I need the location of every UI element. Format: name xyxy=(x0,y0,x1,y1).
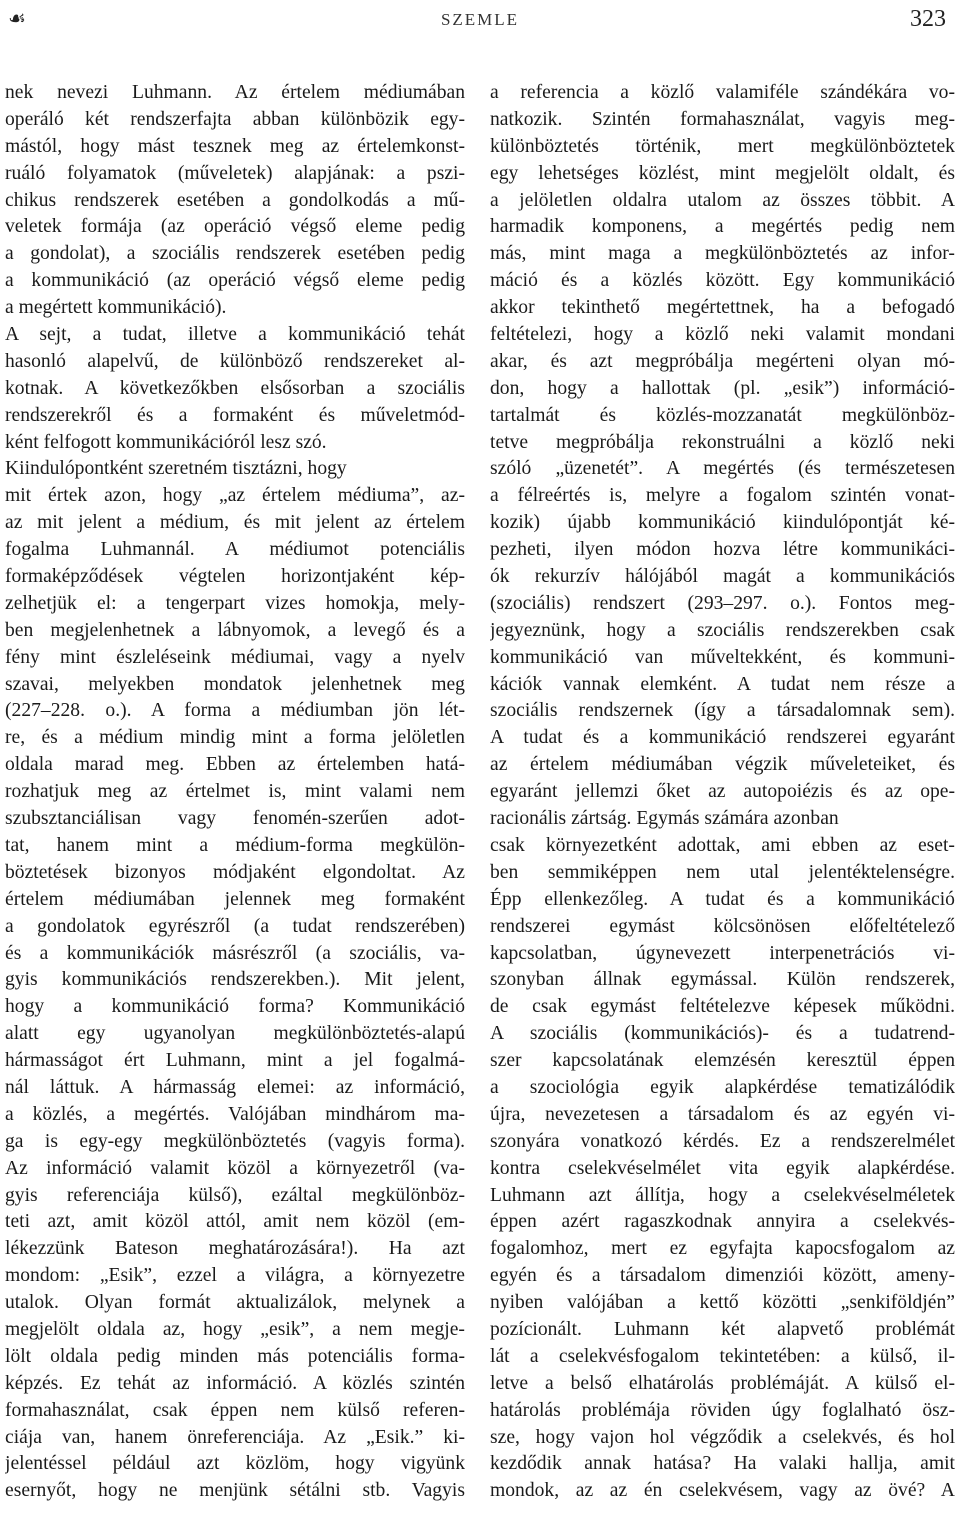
text-line: mondok, az az én cselekvésem, vagy az övé? A xyxy=(490,1480,955,1502)
text-line: a szociológia egyik alapkérdése tematizálódik xyxy=(490,1076,955,1098)
text-line: szavai, melyekben mondatok jelenhetnek meg xyxy=(5,673,465,695)
text-line: csak környezetként adottak, ami ebben az eset- xyxy=(490,834,955,856)
text-line: szer kapcsolatának elemzésén keresztül éppen xyxy=(490,1050,955,1072)
text-line: böztetések bizonyos módjaként elgondoltat. Az xyxy=(5,861,465,883)
text-line: (227–228. o.). A forma a médiumban jön lét- xyxy=(5,700,465,722)
text-line: A tudat és a kommunikáció rendszerei egyaránt xyxy=(490,727,955,749)
text-line: letve a belső elhatárolás problémáját. A külső el- xyxy=(490,1372,955,1394)
text-line: lát a cselekvésfogalom tekintetében: a külső, il- xyxy=(490,1345,955,1367)
text-line: újra, nevezetesen a társadalom és az egyén vi- xyxy=(490,1103,955,1125)
page-number: 323 xyxy=(910,6,946,32)
text-line: máció és a közlés között. Egy kommunikáció xyxy=(490,270,955,292)
text-line: mit értek azon, hogy „az értelem médiuma”, az- xyxy=(5,485,465,507)
text-line: don, hogy a hallottak (pl. „esik”) információ- xyxy=(490,377,955,399)
text-line: a megértett kommunikáció). xyxy=(5,297,227,319)
text-line: operáló két rendszerfajta abban különbözik egy- xyxy=(5,108,465,130)
text-line: kapcsolatban, úgynevezett interpenetrációs vi- xyxy=(490,942,955,964)
left-text-column xyxy=(5,80,465,1505)
text-line: a gondolat), a szociális rendszerek esetében pedig xyxy=(5,243,465,265)
text-line: megjelölt oldala az, hogy „esik”, a nem megje- xyxy=(5,1318,465,1340)
text-line: kontra cselekvéselmélet vita egyik alapkérdése. xyxy=(490,1157,955,1179)
text-line: a kommunikáció (az operáció végső eleme pedig xyxy=(5,270,465,292)
text-line: az értelem médiumában végzik műveleteiket, és xyxy=(490,754,955,776)
text-line: ben megjelenhetnek a lábnyomok, a levegő és a xyxy=(5,619,465,641)
text-line: rozhatjuk meg az értelmet is, mint valami nem xyxy=(5,781,465,803)
text-line: harmadik komponens, a megértés pedig nem xyxy=(490,216,955,238)
text-line: kozik) újabb kommunikáció kiindulópontját ké- xyxy=(490,512,955,534)
text-line: egyén és a társadalom dimenziói között, ameny- xyxy=(490,1265,955,1287)
text-line: zelhetjük el: a tengerpart vizes homokja, mely- xyxy=(5,592,465,614)
right-text-column xyxy=(490,80,955,1505)
text-line: ga is egy-egy megkülönböztetés (vagyis forma). xyxy=(5,1130,465,1152)
text-line: szonyban állnak egymással. Külön rendszerek, xyxy=(490,969,955,991)
text-line: hasonló alapelvű, de különböző rendszereket al- xyxy=(5,350,465,372)
text-line: A sejt, a tudat, illetve a kommunikáció tehát xyxy=(5,324,465,346)
text-line: a referencia a közlő valamiféle szándékára vo- xyxy=(490,82,955,103)
text-line: kommunikáció van műveltekként, és kommuni- xyxy=(490,646,955,668)
text-line: tetve megpróbálja rekonstruálni a közlő neki xyxy=(490,431,955,453)
text-line: ben semmiképpen nem utal jelentéktelenségre. xyxy=(490,861,955,883)
text-line: szubsztanciálisan vagy fenomén-szerűen adot- xyxy=(5,808,465,830)
text-line: mondom: „Esik”, ezzel a világra, a környezetre xyxy=(5,1265,465,1287)
text-line: de csak egymást feltételezve képesek működni. xyxy=(490,996,955,1018)
text-line: különböztetés történik, mert megkülönböztetek xyxy=(490,135,955,157)
text-line: racionális zártság. Egymás számára azonban xyxy=(490,808,839,830)
text-line: teti azt, amit közöl attól, amit nem közöl (em- xyxy=(5,1211,465,1233)
text-line: sze, hogy vajon hol végződik a cselekvés, és hol xyxy=(490,1426,955,1448)
text-line: akar, és azt megpróbálja megérteni olyan mó- xyxy=(490,350,955,372)
text-line: rendszerekről és a formaként és műveletmód- xyxy=(5,404,465,426)
text-line: a közlés, a megértés. Valójában mindhárom ma- xyxy=(5,1103,465,1125)
text-line: Az információ valamit közöl a környezetről (va- xyxy=(5,1157,465,1179)
text-line: nek nevezi Luhmann. Az értelem médiumában xyxy=(5,82,465,103)
text-line: szonyára vonatkozó kérdés. Ez a rendszerelmélet xyxy=(490,1130,955,1152)
text-line: hogy a kommunikáció forma? Kommunikáció xyxy=(5,996,465,1018)
text-line: ciája van, hanem önreferenciája. Az „Esik.” ki- xyxy=(5,1426,465,1448)
text-line: oldala marad meg. Ebben az értelemben hatá- xyxy=(5,754,465,776)
text-line: határolás problémája röviden úgy foglalható ösz- xyxy=(490,1399,955,1421)
text-line: esernyőt, hogy ne menjünk sétálni stb. Vagyis xyxy=(5,1480,465,1502)
text-line: Kiindulópontként szeretném tisztázni, hogy xyxy=(5,458,347,480)
text-line: éppen azért ragaszkodnak annyira a cselekvés- xyxy=(490,1211,955,1233)
text-line: egy lehetséges közlést, mint megjelölt oldalt, és xyxy=(490,162,955,184)
text-line: más, mint maga a megkülönböztetés az infor- xyxy=(490,243,955,265)
text-line: chikus rendszerek esetében a gondolkodás a mű- xyxy=(5,189,465,211)
text-line: lölt oldala pedig minden más potenciális forma- xyxy=(5,1345,465,1367)
text-line: formahasználat, csak éppen nem külső referen- xyxy=(5,1399,465,1421)
text-line: rendszerei egymást kölcsönösen előfeltételező xyxy=(490,915,955,937)
text-line: lékezzünk Bateson meghatározására!). Ha azt xyxy=(5,1238,465,1260)
text-line: egyaránt jellemzi őket az autopoiézis és az ope- xyxy=(490,781,955,803)
text-line: kációk vannak elemként. A tudat nem része a xyxy=(490,673,955,695)
text-line: képzés. Ez tehát az információ. A közlés szintén xyxy=(5,1372,465,1394)
text-line: (szociális) rendszert (293–297. o.). Fontos meg- xyxy=(490,592,955,614)
text-line: Épp ellenkezőleg. A tudat és a kommunikáció xyxy=(490,888,955,910)
text-line: re, és a médium mindig mint a forma jelöletlen xyxy=(5,727,465,749)
text-line: nál láttuk. A hármasság elemei: az információ, xyxy=(5,1076,465,1098)
text-line: jegyeznünk, hogy a szociális rendszerekben csak xyxy=(490,619,955,641)
text-line: a gondolatok egyrészről (a tudat rendszerében) xyxy=(5,915,465,937)
text-line: nyiben valójában a kettő közötti „senkiföldjén” xyxy=(490,1292,955,1314)
text-line: fogalma Luhmannál. A médiumot potenciális xyxy=(5,539,465,561)
text-line: mástól, hogy mást tesznek meg az értelemkonst- xyxy=(5,135,465,157)
text-line: Luhmann azt állítja, hogy a cselekvéselméletek xyxy=(490,1184,955,1206)
fleuron-ornament-icon: ☙ xyxy=(8,6,26,30)
text-line: akkor tekinthető megértettnek, ha a befogadó xyxy=(490,297,955,319)
text-line: hármasságot ért Luhmann, mint a jel fogalmá- xyxy=(5,1050,465,1072)
text-line: ruáló folyamatok (műveletek) alapjának: a pszi- xyxy=(5,162,465,184)
text-line: fogalomhoz, mert ez egyfajta kapocsfogalom az xyxy=(490,1238,955,1260)
text-line: alatt egy ugyanolyan megkülönböztetés-alapú xyxy=(5,1023,465,1045)
text-line: natkozik. Szintén formahasználat, vagyis meg- xyxy=(490,108,955,130)
text-line: formaképződések végtelen horizontjaként kép- xyxy=(5,566,465,588)
text-line: feltételezi, hogy a közlő neki valamit mondani xyxy=(490,324,955,346)
text-line: utalok. Olyan formát aktualizálok, melynek a xyxy=(5,1292,465,1314)
text-line: tat, hanem mint a médium-forma megkülön- xyxy=(5,834,465,856)
text-line: a jelöletlen oldalra utalom az összes többit. A xyxy=(490,189,955,211)
text-line: gyis kommunikációs rendszerekben.). Mit jelent, xyxy=(5,969,465,991)
running-title: SZEMLE xyxy=(440,10,520,29)
text-line: ként felfogott kommunikációról lesz szó. xyxy=(5,431,327,453)
text-line: és a kommunikációk másrészről (a szociális, va- xyxy=(5,942,465,964)
text-line: pozícionált. Luhmann két alapvető problémát xyxy=(490,1318,955,1340)
text-line: szociális rendszernek (így a társadalomnak sem). xyxy=(490,700,955,722)
text-line: ók rekurzív hálójából magát a kommunikációs xyxy=(490,566,955,588)
text-line: szóló „üzenetét”. A megértés (és természetesen xyxy=(490,458,955,480)
text-line: a félreértés is, melyre a fogalom szintén vonat- xyxy=(490,485,955,507)
text-line: értelem médiumában jelennek meg formaként xyxy=(5,888,465,910)
text-line: gyis referenciája külső), ezáltal megkülönböz- xyxy=(5,1184,465,1206)
text-line: A szociális (kommunikációs)- és a tudatrend- xyxy=(490,1023,955,1045)
text-line: jelentéssel például azt közlöm, hogy vigyünk xyxy=(5,1453,465,1475)
text-line: az mit jelent a médium, és mit jelent az értelem xyxy=(5,512,465,534)
text-line: pezheti, ilyen módon hozva létre kommunikáci- xyxy=(490,539,955,561)
text-line: kezdődik annak hatása? Ha valaki hallja, amit xyxy=(490,1453,955,1475)
text-line: veletek formája (az operáció végső eleme pedig xyxy=(5,216,465,238)
text-line: kotnak. A következőkben elsősorban a szociális xyxy=(5,377,465,399)
page-header xyxy=(0,0,960,50)
text-line: tartalmát és közlés-mozzanatát megkülönböz- xyxy=(490,404,955,426)
text-line: fény mint észleléseink médiumai, vagy a nyelv xyxy=(5,646,465,668)
